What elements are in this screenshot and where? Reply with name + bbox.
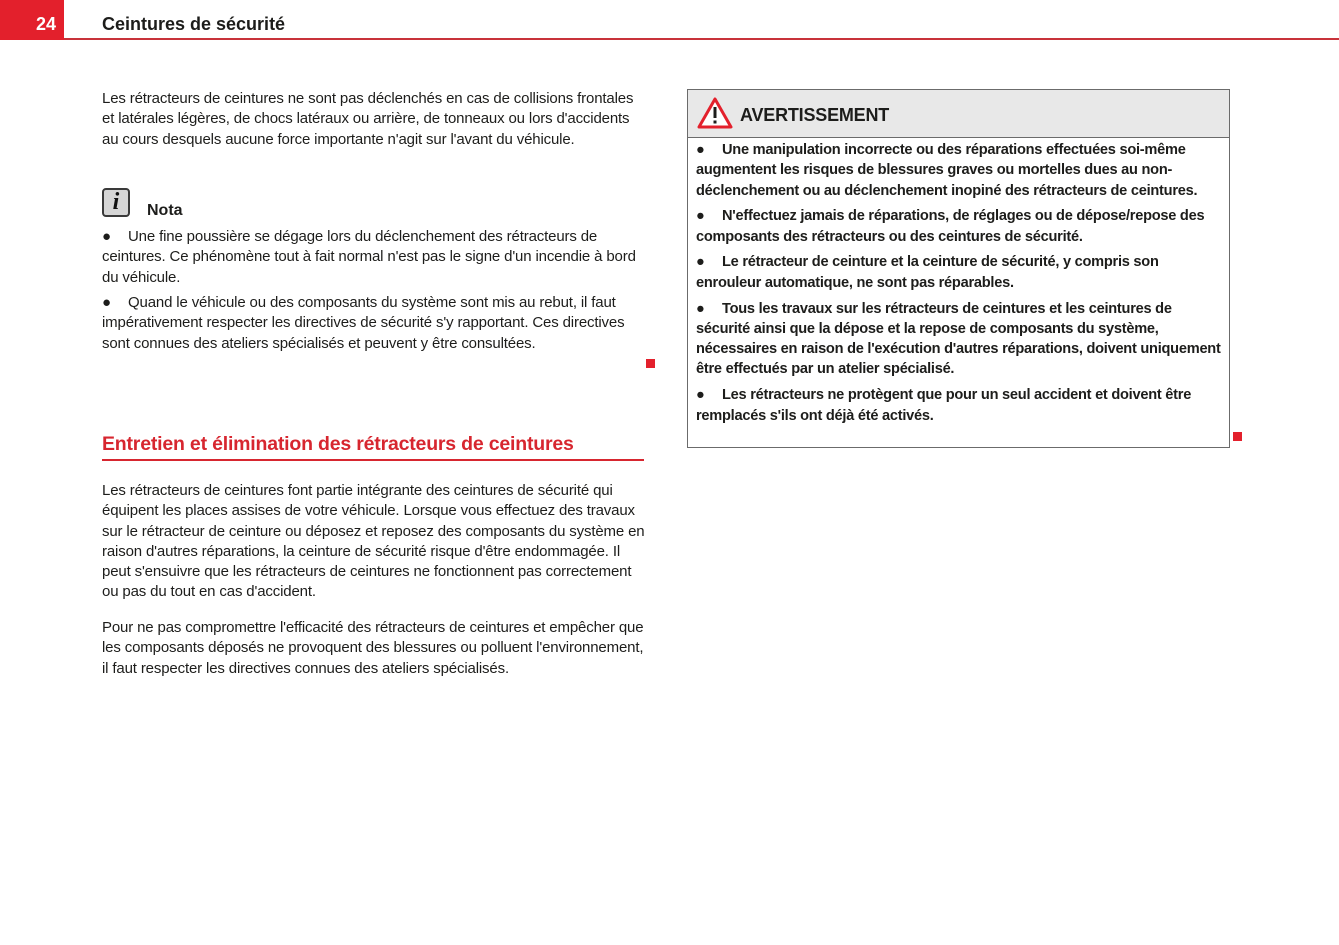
bullet-icon: ● — [102, 228, 111, 245]
warning-item: ● Tous les travaux sur les rétracteurs de ceintures et les ceintures de sécurité ainsi que la dépose et la repose de composants du système, nécessaires en raison de l'exécution d'autres réparations, doivent uniquement être effectués par un atelier spécialisé. — [696, 300, 1221, 378]
warning-list — [696, 140, 1226, 431]
intro-paragraph: Les rétracteurs de ceintures ne sont pas déclenchés en cas de collisions frontales et latérales légères, de chocs latéraux ou arrière, de tonneaux ou lors d'accidents au cours desquels aucune force importante n'agit sur l'avant du véhicule. — [102, 90, 634, 148]
note-heading — [102, 188, 302, 222]
header-rule — [64, 38, 1339, 40]
section-title: Entretien et élimination des rétracteurs de ceintures — [102, 433, 574, 455]
section-paragraph: Les rétracteurs de ceintures font partie intégrante des ceintures de sécurité qui équipent les places assises de votre véhicule. Lorsque vous effectuez des travaux sur le rétracteur de ceinture ou déposez et reposez des composants du système en raison d'autres réparations, la ceinture de sécurité risque d'être endommagée. Il peut s'ensuivre que les rétracteurs de ceintures ne fonctionnent pas correctement ou pas du tout en cas d'accident. — [102, 482, 645, 601]
bullet-icon: ● — [102, 294, 111, 311]
end-of-warning-marker — [1233, 432, 1242, 441]
page-header — [0, 0, 1339, 42]
warning-triangle-icon — [697, 97, 733, 129]
section-paragraph: Pour ne pas compromettre l'efficacité des rétracteurs de ceintures et empêcher que les composants déposés ne provoquent des blessures ou polluent l'environnement, il faut respecter les directives connues des ateliers spécialisés. — [102, 619, 644, 677]
bullet-icon: ● — [696, 387, 705, 404]
warning-box — [687, 89, 1230, 448]
warning-header — [688, 90, 1229, 138]
bullet-icon: ● — [696, 254, 705, 271]
bullet-icon: ● — [696, 208, 705, 225]
note-item: ● Une fine poussière se dégage lors du déclenchement des rétracteurs de ceintures. Ce phénomène tout à fait normal n'est pas le signe d'un incendie à bord du véhicule. — [102, 228, 636, 286]
page-number: 24 — [35, 14, 56, 34]
note-item: ● Quand le véhicule ou des composants du système sont mis au rebut, il faut impérativement respecter les directives de sécurité s'y rapportant. Ces directives sont connues des ateliers spécialisés et peuvent y être consultées. — [102, 294, 625, 352]
note-title: Nota — [147, 202, 183, 219]
warning-item: ● Les rétracteurs ne protègent que pour un seul accident et doivent être remplacés s'ils ont déjà été activés. — [696, 387, 1192, 424]
info-icon: i — [102, 188, 130, 217]
warning-item: ● N'effectuez jamais de réparations, de réglages ou de dépose/repose des composants des rétracteurs ou des ceintures de sécurité. — [696, 208, 1205, 245]
warning-item: ● Le rétracteur de ceinture et la ceinture de sécurité, y compris son enrouleur automatique, ne sont pas réparables. — [696, 254, 1159, 291]
bullet-icon: ● — [696, 142, 705, 158]
section-rule — [102, 459, 644, 461]
page-number-box — [0, 0, 64, 40]
chapter-title: Ceintures de sécurité — [102, 14, 286, 34]
bullet-icon: ● — [696, 300, 705, 317]
end-of-section-marker — [646, 359, 655, 368]
warning-item: ● Une manipulation incorrecte ou des réparations effectuées soi-même augmentent les risques de blessures graves ou mortelles dues au non-déclenchement ou au déclenchement inopiné des rétracteurs de ceintures. — [696, 142, 1198, 199]
warning-title: AVERTISSEMENT — [740, 105, 890, 125]
